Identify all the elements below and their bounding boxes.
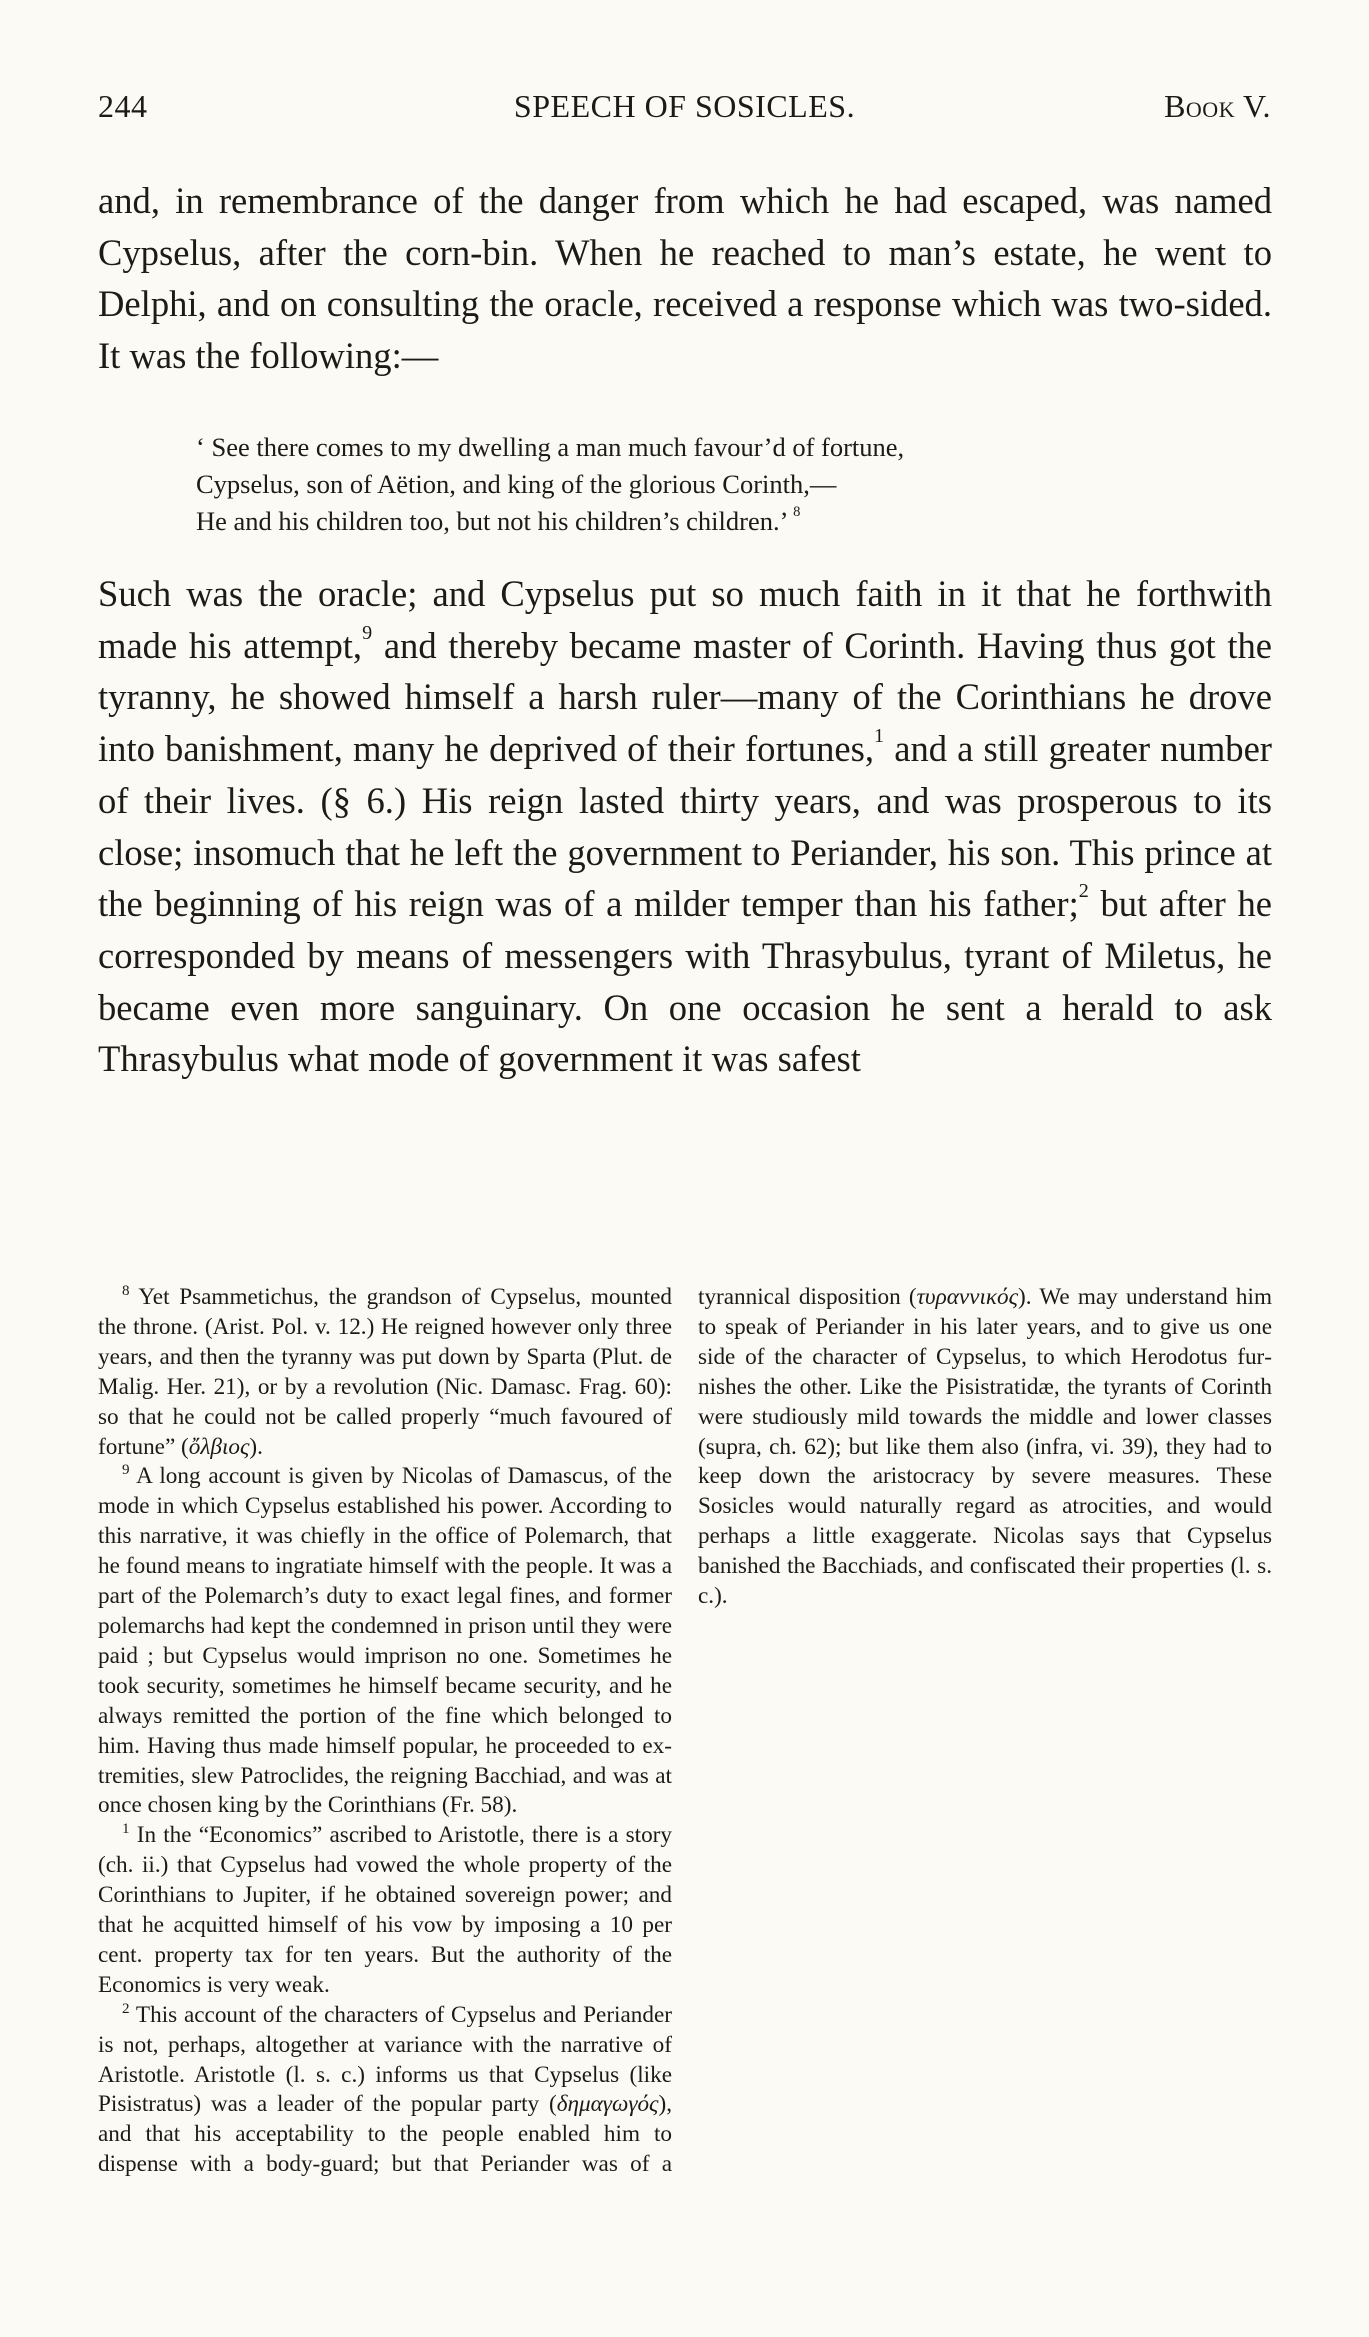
footnote-text: In the “Economics” ascribed to Aristotle, there is a story (ch. ii.) that Cypselus had vowed the whole property of the Corinthians to Jupiter, if he obtained sovereign power; and that he acquitted himself of his vow by imposing a 10 per cent. property tax for ten years. But the authority of the Economics is very weak. [98,1822,672,1998]
book-label: Book V. [1164,88,1271,124]
paragraph-text [98,568,1272,1085]
running-title: SPEECH OF SOSICLES. [513,88,856,124]
page-number: 244 [98,88,148,124]
text-run: but after he corresponded by means of messengers with Thrasybulus, tyrant of Miletus, he became even more sanguinary. On one occasion he sent a herald to ask Thrasybulus what mode of government it was safest [98,883,1272,1080]
verse-line-1: ‘ See there comes to my dwelling a man much favour’d of fortune, [196,432,905,462]
footnote-marker: 8 [122,1282,130,1299]
paragraph-text: and, in remembrance of the danger from which he had escaped, was named Cypselus, after the corn-bin. When he reached to man’s estate, he went to Delphi, and on consulting the oracle, received a response which was two-sided. It was the following:— [98,180,1272,377]
running-header [98,88,1271,128]
footnote-marker: 1 [122,1821,130,1838]
footnote-text: ). We may understand him to speak of Periander in his later years, and to give us one side of the character of Cypselus, to which Herodotus furnishes the other. Like the Pisistratidæ, the tyrants of Corinth were studiously mild towards the middle and lower classes (supra, ch. 62); but like them also (infra, vi. 39), they had to keep down the aristocracy by severe measures. These Sosicles would naturally regard as atrocities, and would perhaps a little exaggerate. Nicolas says that Cypselus banished the Bacchiads, and confiscated their properties (l. s. c.). [698,1284,1272,1610]
greek-word: δημαγωγός [556,2091,659,2118]
footnote-text: Yet Psammetichus, the grandson of Cypselus, mounted the throne. (Arist. Pol. v. 12.) He reigned however only three years, and then the tyranny was put down by Sparta (Plut. de Malig. Her. 21), or by a revolution (Nic. Damasc. Frag. 60): so that he could not be called properly “much favoured of fortune” ( [98,1284,672,1460]
text-run: and thereby became master of Corinth. Having thus got the tyranny, he showed himself a harsh ruler—many of the Corinthians he drove into banishment, many he deprived of their fortunes, [98,624,1273,770]
footnotes [98,1283,1272,2183]
footnote-ref-9: 9 [362,621,373,644]
footnote-text: ). [249,1433,263,1460]
paragraph-opening [98,175,1272,382]
footnote-text: This account of the characters of Cypselus and Periander is not, perhaps, altogether at variance with the narrative of Aristotle. Aristotle (l. s. c.) informs us that Cypselus (like Pisistratus) was a leader of the popular party ( [98,2001,672,2118]
footnote-1 [98,1821,672,2000]
footnote-text: ), and that his acceptability to the people enabled him to dispense with a body-guard; but that Periander was of a tyrannical disposition ( [98,1284,917,2178]
footnote-ref-8: 8 [793,504,801,521]
footnote-ref-2: 2 [1078,880,1089,903]
verse-line-3 [196,503,1276,540]
footnote-text: A long account is given by Nicolas of Damascus, of the mode in which Cypselus established his power. According to this narrative, it was chiefly in the office of Polemarch, that he found means to ingratiate himself with the people. It was a part of the Polemarch’s duty to exact legal fines, and former polemarchs had kept the condemned in prison until they were paid ; but Cypselus would imprison no one. Sometimes he took security, sometimes he himself became security, and he always remitted the portion of the fine which belonged to him. Having thus made himself popular, he proceeded to extremities, slew Patroclides, the reigning Bacchiad, and was at once chosen king by the Corinthians (Fr. 58). [98,1463,672,1819]
footnote-marker: 9 [122,1462,130,1479]
greek-word: τυραννικός [916,1284,1019,1310]
footnote-9 [98,1462,672,1821]
footnote-ref-1: 1 [874,725,885,747]
verse-line-3-text: He and his children too, but not his children’s children.’ [196,506,787,536]
paragraph-main [98,568,1272,1085]
greek-word: ὄλβιος [188,1433,250,1460]
footnote-8 [98,1283,672,1462]
oracle-verse [196,429,1276,540]
text-run: Such was the oracle; and Cypselus put so much faith in it that he forthwith made his attempt, [98,573,1272,666]
footnote-marker: 2 [122,2000,130,2017]
text-run: and a still greater number of their lives. (§ 6.) His reign lasted thirty years, and was prosperous to its close; insomuch that he left the government to Periander, his son. This prince at the beginning of his reign was of a milder temper than his father; [98,728,1272,925]
verse-line-2: Cypselus, son of Aëtion, and king of the glorious Corinth,— [196,469,837,499]
